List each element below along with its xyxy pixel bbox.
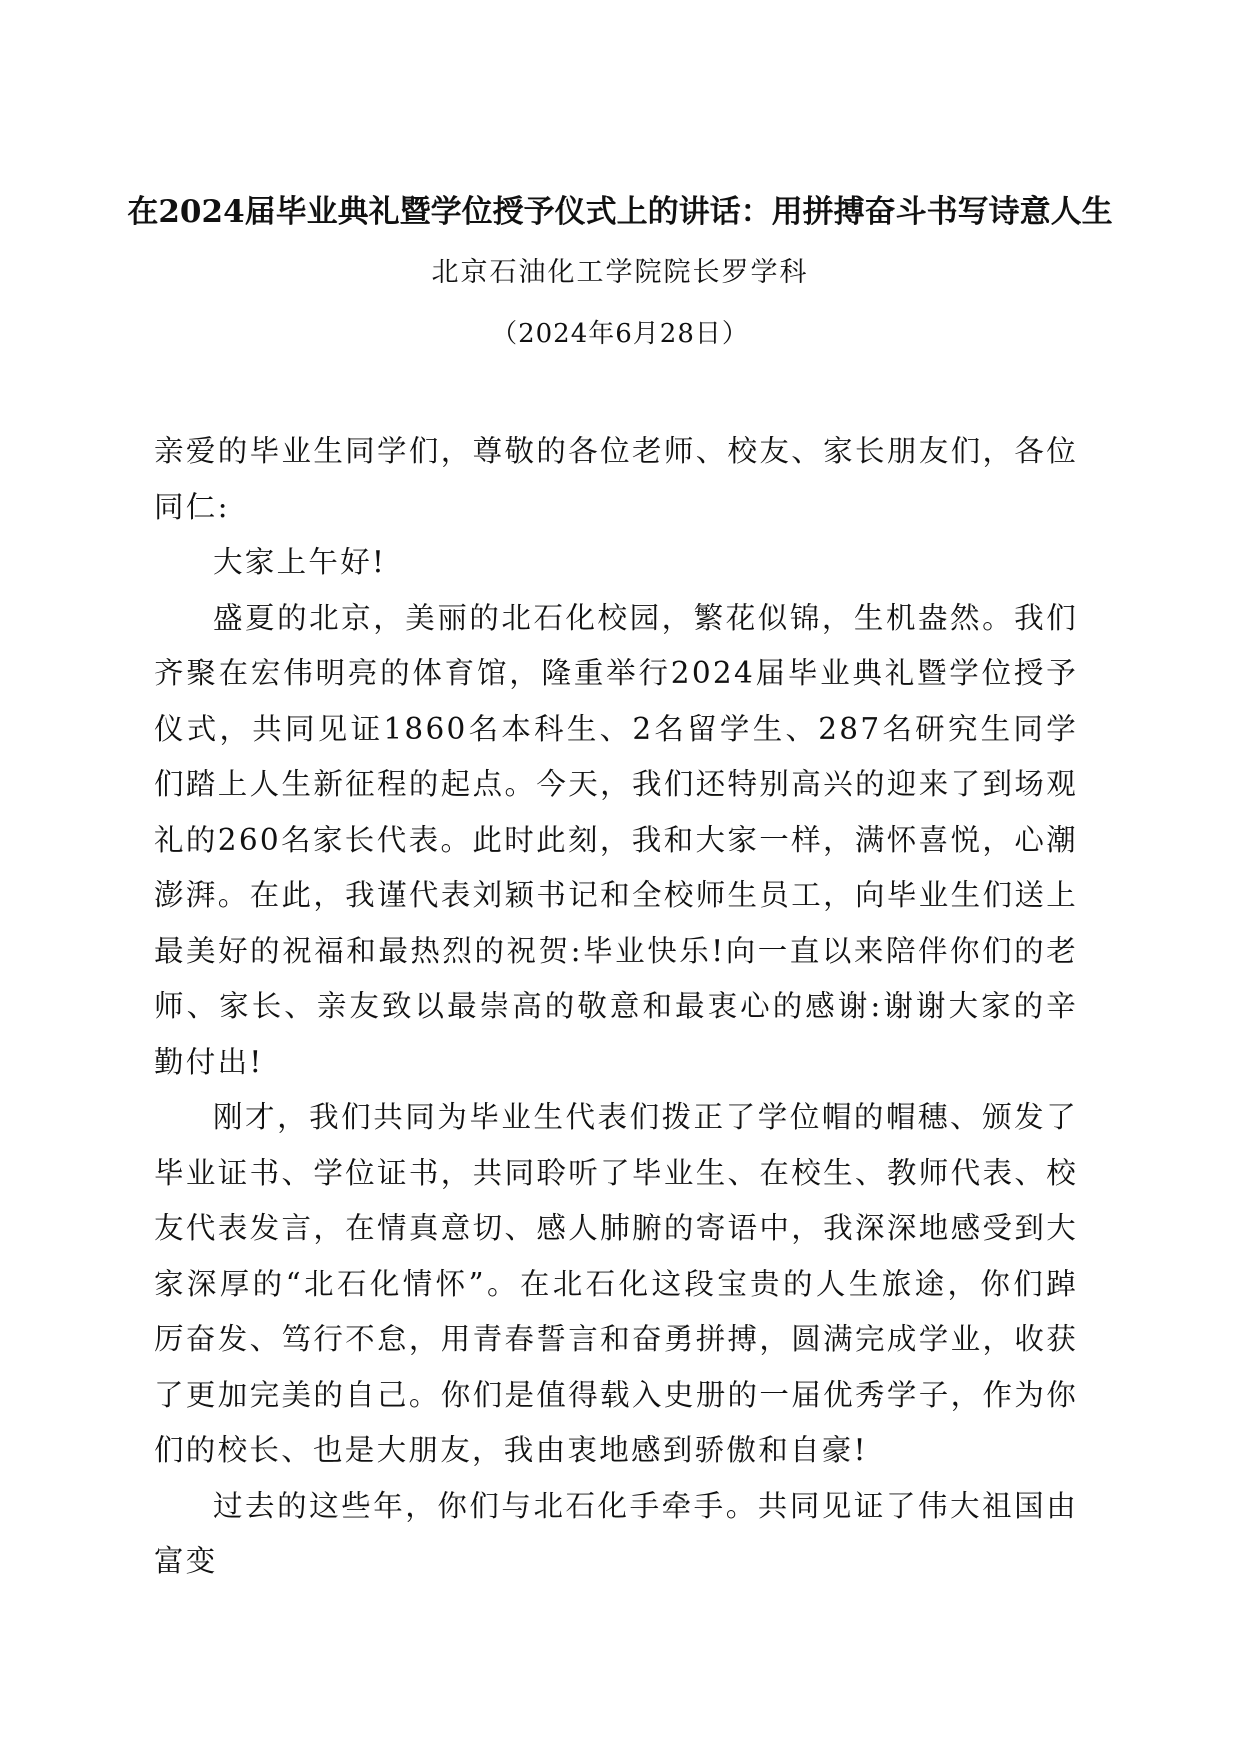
speech-title: 在2024届毕业典礼暨学位授予仪式上的讲话：用拼搏奋斗书写诗意人生 bbox=[127, 194, 1113, 230]
speech-body bbox=[154, 424, 1078, 1590]
body-paragraph: 刚才，我们共同为毕业生代表们拨正了学位帽的帽穗、颁发了毕业证书、学位证书，共同聆听了毕业生、在校生、教师代表、校友代表发言，在情真意切、感人肺腑的寄语中，我深深地感受到大家深厚的“北石化情怀”。在北石化这段宝贵的人生旅途，你们踔厉奋发、笃行不怠，用青春誓言和奋勇拼搏，圆满完成学业，收获了更加完美的自己。你们是值得载入史册的一届优秀学子，作为你们的校长、也是大朋友，我由衷地感到骄傲和自豪! bbox=[154, 1100, 1078, 1467]
body-paragraph: 盛夏的北京，美丽的北石化校园，繁花似锦，生机盎然。我们齐聚在宏伟明亮的体育馆，隆重举行2024届毕业典礼暨学位授予仪式，共同见证1860名本科生、2名留学生、287名研究生同学们踏上人生新征程的起点。今天，我们还特别高兴的迎来了到场观礼的260名家长代表。此时此刻，我和大家一样，满怀喜悦，心潮澎湃。在此，我谨代表刘颖书记和全校师生员工，向毕业生们送上最美好的祝福和最热烈的祝贺:毕业快乐!向一直以来陪伴你们的老师、家长、亲友致以最崇高的敬意和最衷心的感谢:谢谢大家的辛勤付出! bbox=[154, 600, 1078, 1079]
greeting-paragraph: 大家上午好! bbox=[213, 545, 387, 579]
speech-date: （2024年6月28日） bbox=[491, 319, 749, 349]
speaker-line: 北京石油化工学院院长罗学科 bbox=[431, 257, 809, 288]
salutation-paragraph: 亲爱的毕业生同学们，尊敬的各位老师、校友、家长朋友们，各位同仁: bbox=[154, 434, 1078, 524]
body-paragraph: 过去的这些年，你们与北石化手牵手。共同见证了伟大祖国由富变 bbox=[154, 1488, 1078, 1578]
